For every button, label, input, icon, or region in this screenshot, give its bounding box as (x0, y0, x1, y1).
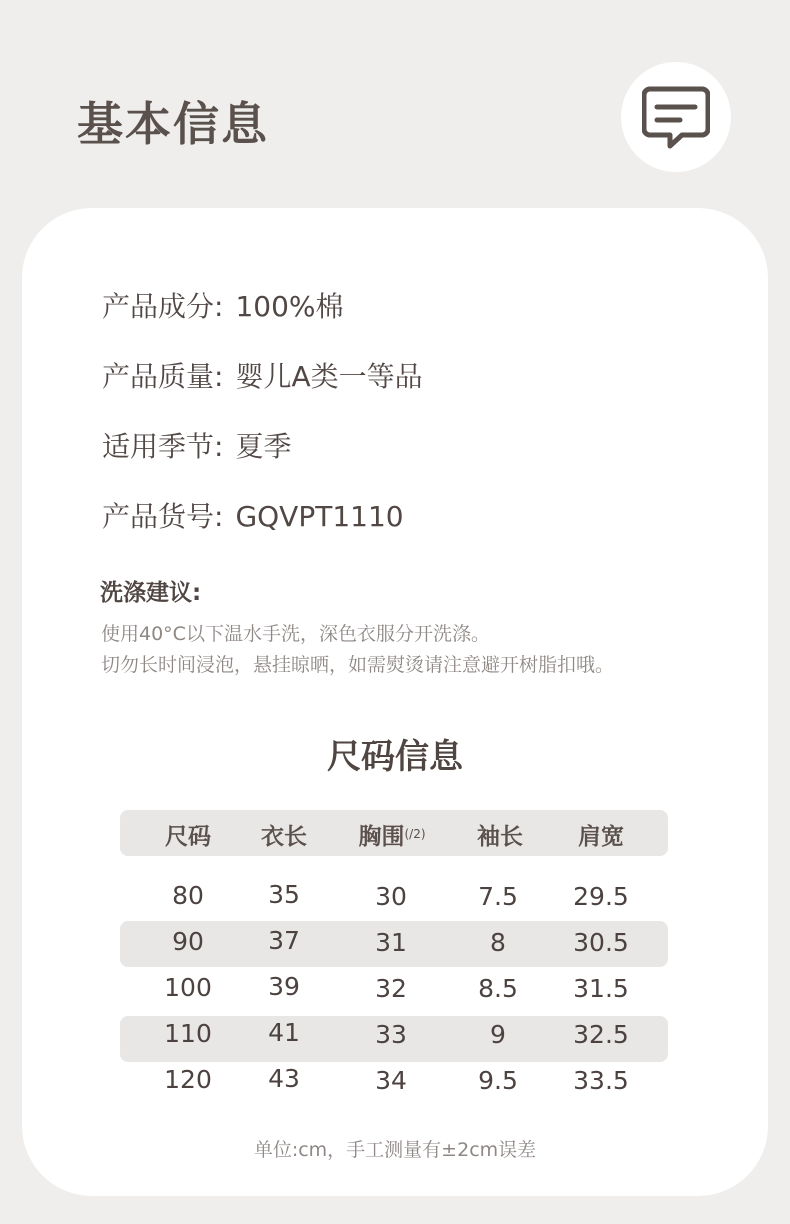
attribute-label: 适用季节: (102, 430, 224, 463)
wash-title: 洗涤建议: (100, 580, 202, 606)
table-cell: 34 (375, 1066, 407, 1095)
table-cell: 80 (172, 881, 204, 910)
size-footnote: 单位:cm，手工测量有±2cm误差 (253, 1139, 537, 1161)
table-cell: 31.5 (573, 974, 629, 1003)
table-cell: 32.5 (573, 1020, 629, 1049)
table-cell: 31 (375, 928, 407, 957)
table-cell: 33.5 (573, 1066, 629, 1095)
table-cell: 8.5 (478, 974, 518, 1003)
size-title: 尺码信息 (327, 737, 463, 777)
page-title: 基本信息 (77, 97, 269, 151)
header-cell: 袖长 (477, 824, 523, 850)
table-cell: 100 (164, 973, 212, 1002)
table-cell: 39 (268, 972, 300, 1001)
table-cell: 8 (490, 928, 506, 957)
attribute-value: GQVPT1110 (235, 500, 404, 533)
attribute-row (102, 285, 344, 325)
wash-line: 使用40°C以下温水手洗，深色衣服分开洗涤。 (101, 623, 490, 645)
attribute-label: 产品成分: (102, 290, 224, 323)
header-cell: 胸围 (358, 824, 405, 850)
header-cell: 衣长 (261, 824, 307, 850)
table-cell: 9.5 (478, 1066, 518, 1095)
attribute-label: 产品质量: (102, 360, 224, 393)
chat-bubble-icon (642, 85, 710, 149)
table-cell: 37 (268, 926, 300, 955)
table-cell: 30.5 (573, 928, 629, 957)
header-cell: 肩宽 (578, 824, 624, 850)
attribute-row (102, 495, 404, 535)
attribute-value: 100%棉 (235, 290, 344, 323)
attribute-row (102, 425, 291, 465)
chat-badge[interactable] (621, 62, 731, 172)
table-cell: 9 (490, 1020, 506, 1049)
table-cell: 90 (172, 927, 204, 956)
table-cell: 7.5 (478, 882, 518, 911)
table-cell: 35 (268, 880, 300, 909)
table-cell: 32 (375, 974, 407, 1003)
attribute-value: 夏季 (235, 430, 292, 463)
header-cell: 尺码 (165, 824, 211, 850)
table-cell: 110 (164, 1019, 212, 1048)
table-cell: 120 (164, 1065, 212, 1094)
wash-line: 切勿长时间浸泡，悬挂晾晒，如需熨烫请注意避开树脂扣哦。 (101, 654, 615, 676)
attribute-label: 产品货号: (102, 500, 224, 533)
header-cell-chest (332, 818, 452, 851)
table-cell: 30 (375, 882, 407, 911)
table-cell: 43 (268, 1064, 300, 1093)
table-cell: 41 (268, 1018, 300, 1047)
table-cell: 29.5 (573, 882, 629, 911)
table-cell: 33 (375, 1020, 407, 1049)
attribute-value: 婴儿A类一等品 (235, 360, 423, 393)
attribute-row (102, 355, 423, 395)
chest-note: (/2) (404, 827, 426, 841)
